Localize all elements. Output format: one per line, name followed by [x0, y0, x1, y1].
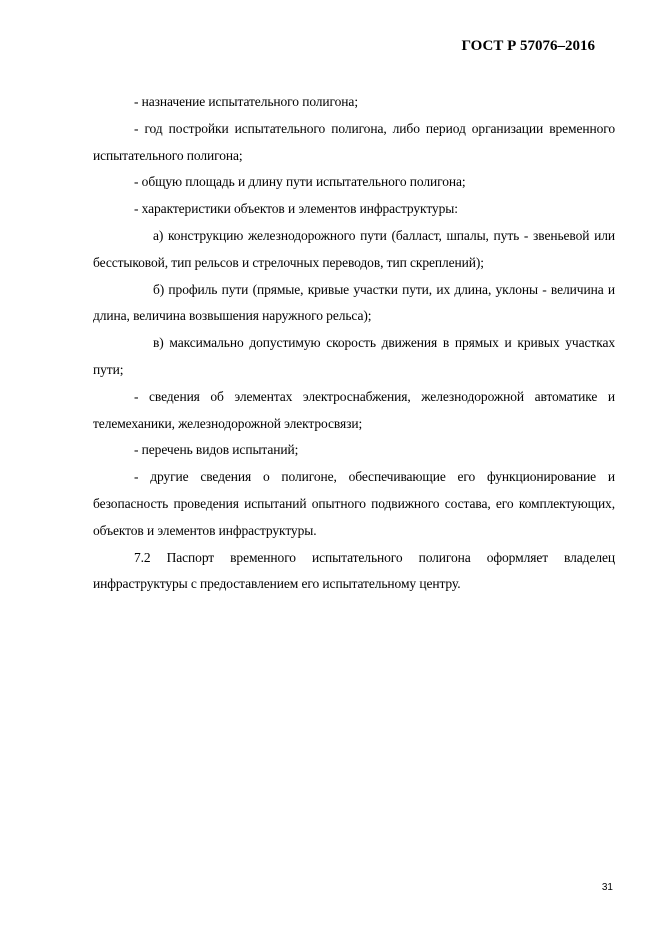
page-number: 31: [601, 882, 613, 893]
sub-item-track-design: а) конструкцию железнодорожного пути (балласт, шпалы, путь - звеньевой или бесстыковой, тип рельсов и стрелочных переводов, тип скреплений);: [93, 227, 615, 270]
list-item-area-length: - общую площадь и длину пути испытательного полигона;: [134, 174, 466, 190]
list-item-other-info: - другие сведения о полигоне, обеспечивающие его функционирование и безопасность проведения испытаний опытного подвижного состава, его комплектующих, объектов и элементов инфраструктуры.: [93, 469, 615, 538]
list-item-purpose: - назначение испытательного полигона;: [134, 94, 358, 109]
list-item-power-signalling: - сведения об элементах электроснабжения, железнодорожной автоматике и телемеханики, железнодорожной электросвязи;: [93, 388, 615, 431]
document-code: ГОСТ Р 57076–2016: [461, 38, 595, 54]
list-item-infrastructure: - характеристики объектов и элементов инфраструктуры:: [134, 201, 458, 217]
document-body: [93, 89, 615, 598]
sub-item-track-profile: б) профиль пути (прямые, кривые участки пути, их длина, уклоны - величина и длина, величина возвышения наружного рельса);: [93, 281, 615, 324]
list-item-test-types: - перечень видов испытаний;: [134, 442, 299, 458]
sub-item-max-speed: в) максимально допустимую скорость движения в прямых и кривых участках пути;: [93, 335, 615, 377]
list-item-construction-year: - год постройки испытательного полигона, либо период организации временного испытательного полигона;: [93, 120, 615, 163]
section-7-2-paragraph: 7.2 Паспорт временного испытательного полигона оформляет владелец инфраструктуры с предоставлением его испытательному центру.: [93, 549, 615, 592]
